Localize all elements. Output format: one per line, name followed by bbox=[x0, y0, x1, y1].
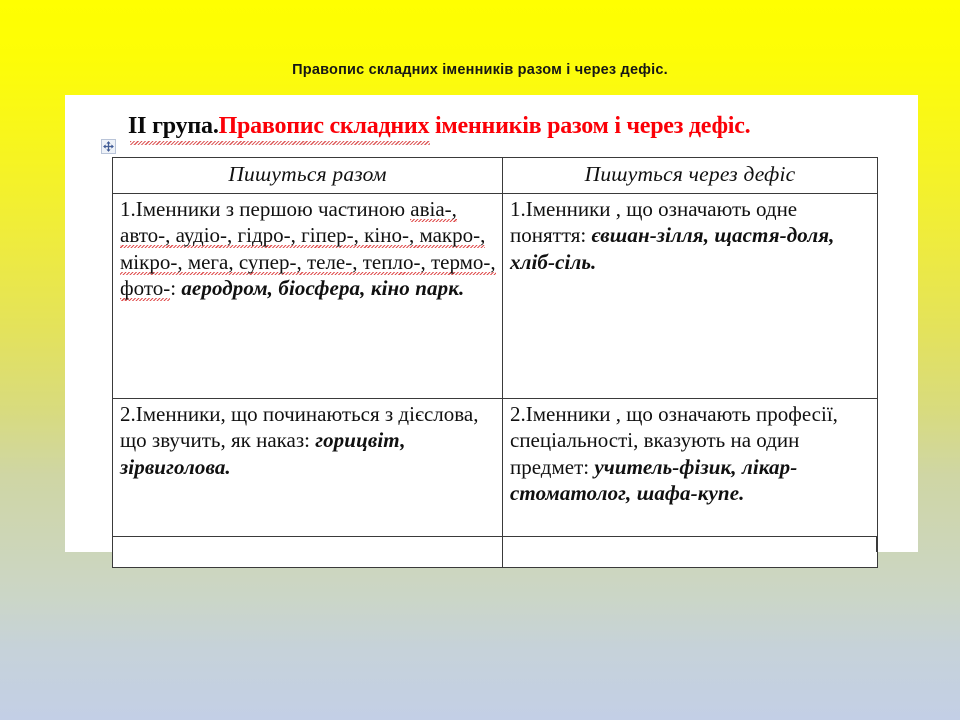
table-header-row bbox=[113, 158, 878, 194]
column-header-hyphen: Пишуться через дефіс bbox=[503, 158, 878, 194]
document-heading bbox=[128, 114, 888, 140]
rule-lead: Іменники з першою частиною bbox=[135, 197, 411, 221]
rule-colon: : bbox=[170, 276, 182, 301]
rules-table bbox=[112, 157, 878, 568]
rule-examples: аеродром, біосфера, кіно парк. bbox=[181, 276, 465, 301]
rule-number: 1. bbox=[510, 197, 526, 221]
page-title: Правопис складних іменників разом і через дефіс. bbox=[292, 62, 668, 78]
rule-number: 2. bbox=[510, 402, 526, 426]
heading-group-label: II група. bbox=[128, 113, 219, 139]
rule-lead: Іменники , що означають професії, спеціальності, вказують на один предмет bbox=[510, 402, 838, 479]
table-column-divider bbox=[502, 536, 503, 552]
rule-examples: горицвіт, зірвиголова. bbox=[120, 428, 406, 479]
spellcheck-underline bbox=[130, 141, 430, 145]
column-header-together: Пишуться разом bbox=[113, 158, 503, 194]
cell-rule1-together bbox=[113, 194, 503, 399]
rule-number: 1. bbox=[120, 197, 136, 221]
rule-colon: : bbox=[304, 428, 316, 453]
rule-examples: євшан-зілля, щастя-доля, хліб-сіль. bbox=[510, 223, 835, 274]
heading-red-text: Правопис складних іменників разом і через дефіс. bbox=[218, 113, 751, 139]
rule-examples: учитель-фізик, лікар-стоматолог, шафа-купе. bbox=[510, 454, 798, 506]
rule-colon: : bbox=[580, 223, 592, 248]
table-row bbox=[113, 194, 878, 399]
rule-number: 2. bbox=[120, 402, 136, 426]
rule-lead: Іменники , що означають одне поняття bbox=[510, 197, 798, 248]
table-row-clipped bbox=[112, 536, 877, 552]
rule-prefixes: авіа-, авто-, аудіо-, гідро-, гіпер-, кіно-, макро-, мікро-, мега, супер-, теле-, тепло-, термо-, фото- bbox=[120, 197, 496, 301]
move-four-arrows-icon[interactable] bbox=[101, 139, 116, 154]
rule-colon: : bbox=[583, 454, 595, 479]
rule-lead: Іменники, що починаються з дієслова, що звучить, як наказ bbox=[120, 402, 479, 453]
cell-rule1-hyphen bbox=[503, 194, 878, 399]
